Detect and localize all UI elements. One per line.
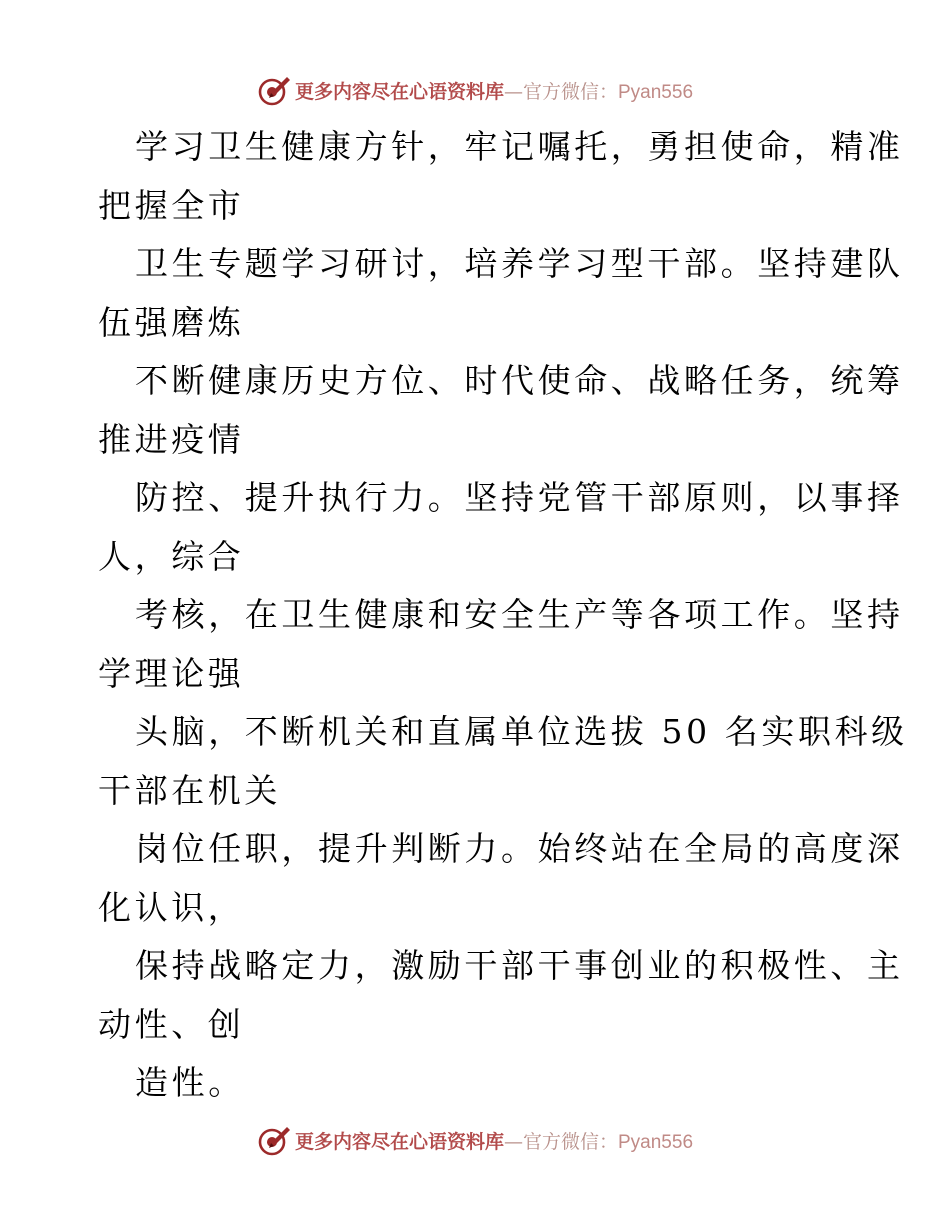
pen-logo-icon <box>257 1123 291 1157</box>
banner-main-text: 更多内容尽在心语资料库 <box>294 1130 504 1153</box>
banner-dash: — <box>503 80 523 103</box>
paragraph-line: 头脑，不断机关和直属单位选拔 50 名实职科级 <box>135 712 908 751</box>
paragraph-line: 化认识， <box>98 887 245 927</box>
header-banner <box>0 70 950 110</box>
banner-main-text: 更多内容尽在心语资料库 <box>294 80 504 103</box>
paragraph-line: 造性。 <box>135 1063 245 1102</box>
paragraph-line: 把握全市 <box>98 185 245 225</box>
paragraph-line: 学理论强 <box>98 653 245 693</box>
paragraph-line: 干部在机关 <box>98 770 281 810</box>
banner-wechat-label: 官方微信： <box>522 1130 618 1153</box>
paragraph-line: 学习卫生健康方针，牢记嘱托，勇担使命，精准 <box>135 127 904 166</box>
paragraph-line: 动性、创 <box>98 1004 245 1044</box>
paragraph-line: 防控、提升执行力。坚持党管干部原则，以事择 <box>135 478 904 517</box>
paragraph-line: 卫生专题学习研讨，培养学习型干部。坚持建队 <box>135 244 904 283</box>
paragraph-line: 伍强磨炼 <box>98 302 245 342</box>
paragraph-line: 推进疫情 <box>98 419 245 459</box>
paragraph-line: 考核，在卫生健康和安全生产等各项工作。坚持 <box>135 595 904 634</box>
paragraph-line: 岗位任职，提升判断力。始终站在全局的高度深 <box>135 829 904 868</box>
banner-wechat-label: 官方微信： <box>522 80 618 103</box>
banner-text <box>295 1127 693 1154</box>
document-body <box>98 118 908 1113</box>
banner-dash: — <box>503 1130 523 1153</box>
banner-wechat-id: Pyan556 <box>618 81 694 103</box>
paragraph-line: 不断健康历史方位、时代使命、战略任务，统筹 <box>135 361 904 400</box>
paragraph-line: 保持战略定力，激励干部干事创业的积极性、主 <box>135 946 904 985</box>
banner-wechat-id: Pyan556 <box>618 1131 694 1153</box>
banner-text <box>295 77 693 104</box>
footer-banner <box>0 1120 950 1160</box>
pen-logo-icon <box>257 73 291 107</box>
paragraph-line: 人，综合 <box>98 536 245 576</box>
